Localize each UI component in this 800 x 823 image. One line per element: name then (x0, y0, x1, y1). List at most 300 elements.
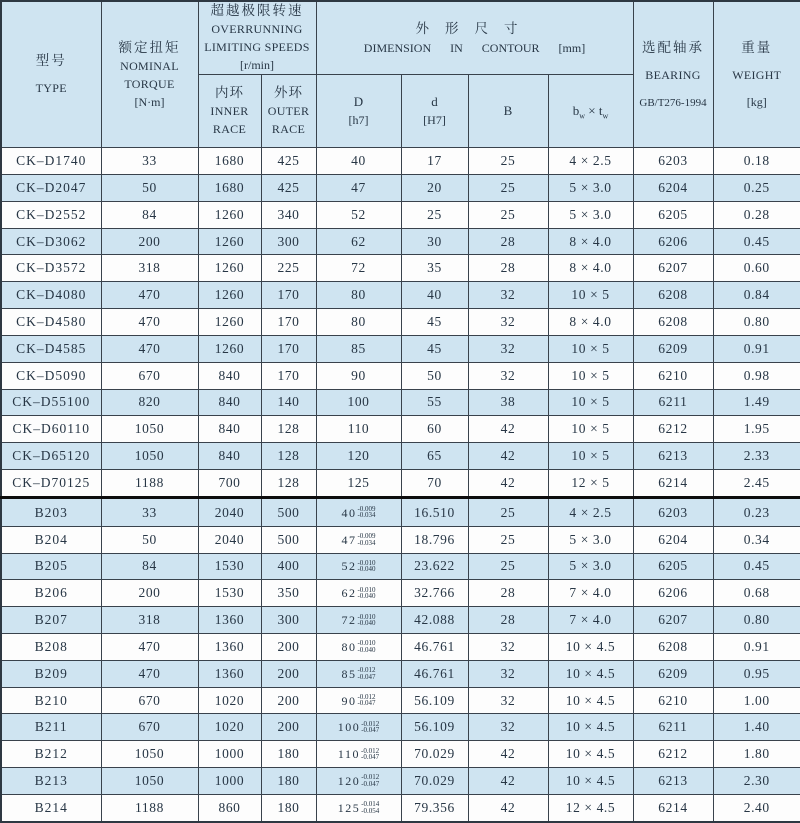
torque-cell: 84 (101, 201, 198, 228)
table-row (1, 607, 800, 634)
B-cell: 32 (468, 634, 548, 661)
B-cell: 28 (468, 607, 548, 634)
outer-cell: 180 (261, 794, 316, 822)
torque-cell: 84 (101, 553, 198, 580)
table-row (1, 768, 800, 795)
type-cell: B206 (1, 580, 101, 607)
bt-cell: 10 × 5 (548, 389, 633, 416)
table-row (1, 443, 800, 470)
diameter-tolerance: -0.009 -0.034 (357, 504, 376, 520)
bearing-cell: 6211 (633, 389, 713, 416)
bearing-cell: 6209 (633, 335, 713, 362)
bt-cell: 12 × 4.5 (548, 794, 633, 822)
header-torque-zh: 额定扭矩 (118, 39, 181, 55)
bearing-cell: 6205 (633, 553, 713, 580)
type-cell: CK–D55100 (1, 389, 101, 416)
d-cell: 55 (401, 389, 468, 416)
D-cell: 72 (316, 255, 401, 282)
table-row (1, 687, 800, 714)
torque-cell: 670 (101, 362, 198, 389)
table-row (1, 335, 800, 362)
inner-cell: 840 (198, 443, 261, 470)
D-cell: 80 (316, 282, 401, 309)
diameter-tolerance: -0.012 -0.047 (361, 773, 380, 788)
inner-cell: 840 (198, 389, 261, 416)
header-weight (713, 1, 800, 148)
bearing-cell: 6212 (633, 741, 713, 768)
weight-cell: 0.98 (713, 362, 800, 389)
header-inner-race: 内环 INNER RACE (198, 75, 261, 148)
d-cell: 45 (401, 335, 468, 362)
header-outer-race: 外环 OUTER RACE (261, 75, 316, 148)
inner-cell: 1530 (198, 580, 261, 607)
d-cell: 45 (401, 309, 468, 336)
bt-cell: 10 × 4.5 (548, 687, 633, 714)
D-cell: 47 (316, 175, 401, 202)
weight-cell: 2.33 (713, 443, 800, 470)
inner-cell: 1260 (198, 335, 261, 362)
D-cell (316, 498, 401, 526)
header-col-D: D [h7] (316, 75, 401, 148)
torque-cell: 470 (101, 660, 198, 687)
type-cell: B210 (1, 687, 101, 714)
type-cell: CK–D4080 (1, 282, 101, 309)
d-cell: 35 (401, 255, 468, 282)
diameter-tolerance: -0.012 -0.047 (357, 666, 376, 681)
outer-cell: 170 (261, 362, 316, 389)
diameter-tolerance: -0.009 -0.034 (357, 532, 376, 547)
table-row (1, 580, 800, 607)
D-cell: 80 (316, 309, 401, 336)
table-row (1, 362, 800, 389)
torque-cell: 1050 (101, 416, 198, 443)
outer-cell: 500 (261, 526, 316, 553)
inner-cell: 1020 (198, 714, 261, 741)
B-cell: 28 (468, 580, 548, 607)
d-cell: 16.510 (401, 498, 468, 526)
table-row (1, 553, 800, 580)
B-cell: 42 (468, 741, 548, 768)
bt-cell: 4 × 2.5 (548, 148, 633, 175)
D-cell (316, 794, 401, 822)
diameter-tolerance: -0.010 -0.040 (357, 558, 376, 574)
bearing-cell: 6203 (633, 498, 713, 526)
diameter-nominal: 40 (341, 505, 357, 520)
bt-cell: 10 × 4.5 (548, 768, 633, 795)
weight-cell: 0.84 (713, 282, 800, 309)
header-type-zh: 型号 (35, 53, 67, 68)
bt-cell: 10 × 5 (548, 443, 633, 470)
type-cell: B214 (1, 794, 101, 822)
type-cell: CK–D65120 (1, 443, 101, 470)
weight-cell: 1.40 (713, 714, 800, 741)
d-cell: 32.766 (401, 580, 468, 607)
table-row (1, 228, 800, 255)
outer-cell: 180 (261, 768, 316, 795)
diameter-tolerance: -0.012 -0.047 (360, 746, 380, 762)
diameter-nominal: 52 (341, 559, 357, 574)
weight-cell: 2.45 (713, 469, 800, 497)
weight-cell: 0.60 (713, 255, 800, 282)
bearing-cell: 6206 (633, 228, 713, 255)
outer-cell: 425 (261, 148, 316, 175)
inner-cell: 1360 (198, 660, 261, 687)
D-cell: 110 (316, 416, 401, 443)
D-cell: 125 (316, 469, 401, 497)
header-speeds: 超越极限转速 OVERRUNNING LIMITING SPEEDS [r/min] (198, 1, 316, 75)
inner-cell: 1530 (198, 553, 261, 580)
bearing-cell: 6209 (633, 660, 713, 687)
B-cell: 28 (468, 228, 548, 255)
outer-cell: 200 (261, 660, 316, 687)
outer-cell: 400 (261, 553, 316, 580)
diameter-nominal: 100 (337, 720, 361, 735)
d-cell: 70 (401, 469, 468, 497)
bearing-cell: 6213 (633, 443, 713, 470)
d-cell: 70.029 (401, 741, 468, 768)
D-cell: 62 (316, 228, 401, 255)
bt-cell: 5 × 3.0 (548, 553, 633, 580)
type-cell: B205 (1, 553, 101, 580)
weight-cell: 0.28 (713, 201, 800, 228)
inner-cell: 1000 (198, 768, 261, 795)
D-cell: 52 (316, 201, 401, 228)
d-cell: 23.622 (401, 553, 468, 580)
bearing-cell: 6207 (633, 607, 713, 634)
weight-cell: 0.45 (713, 228, 800, 255)
d-cell: 42.088 (401, 607, 468, 634)
diameter-nominal: 80 (341, 639, 357, 654)
type-cell: CK–D4580 (1, 309, 101, 336)
table-row (1, 148, 800, 175)
bearing-cell: 6207 (633, 255, 713, 282)
type-cell: B204 (1, 526, 101, 553)
table-header (1, 1, 800, 148)
header-bearing-zh: 选配轴承 (642, 39, 704, 55)
weight-cell: 0.68 (713, 580, 800, 607)
inner-cell: 1680 (198, 148, 261, 175)
table-row (1, 255, 800, 282)
D-cell (316, 634, 401, 661)
bt-cell: 10 × 5 (548, 362, 633, 389)
diameter-tolerance: -0.012 -0.047 (361, 719, 380, 735)
weight-cell: 0.18 (713, 148, 800, 175)
d-cell: 56.109 (401, 714, 468, 741)
table-row (1, 282, 800, 309)
outer-cell: 200 (261, 714, 316, 741)
inner-cell: 2040 (198, 526, 261, 553)
B-cell: 42 (468, 768, 548, 795)
B-cell: 32 (468, 687, 548, 714)
diameter-tolerance: -0.010 -0.040 (357, 639, 376, 654)
table-row (1, 416, 800, 443)
D-cell (316, 687, 401, 714)
bearing-cell: 6204 (633, 175, 713, 202)
bt-cell: 10 × 4.5 (548, 660, 633, 687)
header-bearing (633, 1, 713, 148)
table-row (1, 660, 800, 687)
header-torque: 额定扭矩 NOMINAL TORQUE [N·m] (101, 1, 198, 148)
B-cell: 38 (468, 389, 548, 416)
type-cell: B211 (1, 714, 101, 741)
type-cell: CK–D3062 (1, 228, 101, 255)
bearing-cell: 6211 (633, 714, 713, 741)
weight-cell: 0.80 (713, 607, 800, 634)
outer-cell: 300 (261, 228, 316, 255)
outer-cell: 140 (261, 389, 316, 416)
header-dimension (316, 1, 633, 75)
d-cell: 56.109 (401, 687, 468, 714)
bt-cell: 10 × 4.5 (548, 714, 633, 741)
inner-cell: 1360 (198, 607, 261, 634)
inner-cell: 840 (198, 416, 261, 443)
diameter-tolerance: -0.012 -0.047 (357, 692, 376, 708)
inner-cell: 1020 (198, 687, 261, 714)
table-row (1, 389, 800, 416)
D-cell: 120 (316, 443, 401, 470)
table-row (1, 175, 800, 202)
bt-cell: 7 × 4.0 (548, 580, 633, 607)
type-cell: B213 (1, 768, 101, 795)
weight-cell: 1.80 (713, 741, 800, 768)
type-cell: CK–D60110 (1, 416, 101, 443)
bearing-cell: 6213 (633, 768, 713, 795)
bearing-cell: 6210 (633, 687, 713, 714)
type-cell: CK–D1740 (1, 148, 101, 175)
outer-cell: 170 (261, 309, 316, 336)
inner-cell: 2040 (198, 498, 261, 526)
bt-cell: 5 × 3.0 (548, 526, 633, 553)
bt-cell: 10 × 5 (548, 335, 633, 362)
B-cell: 25 (468, 498, 548, 526)
outer-cell: 500 (261, 498, 316, 526)
torque-cell: 318 (101, 607, 198, 634)
bearing-cell: 6206 (633, 580, 713, 607)
d-cell: 17 (401, 148, 468, 175)
torque-cell: 1188 (101, 794, 198, 822)
torque-cell: 200 (101, 580, 198, 607)
bearing-cell: 6208 (633, 634, 713, 661)
d-cell: 18.796 (401, 526, 468, 553)
type-cell: CK–D70125 (1, 469, 101, 497)
header-bearing-en: BEARING (645, 67, 701, 82)
torque-cell: 470 (101, 282, 198, 309)
d-cell: 60 (401, 416, 468, 443)
header-col-bt: $b_w \times t_w$ (548, 75, 633, 148)
weight-cell: 0.95 (713, 660, 800, 687)
B-cell: 25 (468, 553, 548, 580)
torque-cell: 1050 (101, 443, 198, 470)
diameter-nominal: 110 (337, 747, 360, 762)
weight-cell: 1.49 (713, 389, 800, 416)
B-cell: 42 (468, 443, 548, 470)
d-cell: 40 (401, 282, 468, 309)
D-cell (316, 553, 401, 580)
weight-cell: 0.23 (713, 498, 800, 526)
bearing-cell: 6208 (633, 309, 713, 336)
B-cell: 42 (468, 794, 548, 822)
header-type-en: TYPE (35, 81, 67, 96)
diameter-nominal: 90 (341, 693, 357, 708)
outer-cell: 425 (261, 175, 316, 202)
D-cell (316, 741, 401, 768)
type-cell: CK–D2047 (1, 175, 101, 202)
weight-cell: 2.40 (713, 794, 800, 822)
torque-cell: 1050 (101, 741, 198, 768)
bt-cell: 5 × 3.0 (548, 175, 633, 202)
inner-cell: 860 (198, 794, 261, 822)
torque-cell: 670 (101, 714, 198, 741)
torque-cell: 470 (101, 634, 198, 661)
header-torque-unit: [N·m] (134, 94, 165, 109)
d-cell: 65 (401, 443, 468, 470)
outer-cell: 200 (261, 687, 316, 714)
torque-cell: 470 (101, 335, 198, 362)
bt-cell: 10 × 4.5 (548, 741, 633, 768)
outer-cell: 180 (261, 741, 316, 768)
table-body (1, 148, 800, 822)
d-cell: 30 (401, 228, 468, 255)
type-cell: CK–D3572 (1, 255, 101, 282)
bearing-cell: 6208 (633, 282, 713, 309)
weight-cell: 1.95 (713, 416, 800, 443)
type-cell: B203 (1, 498, 101, 526)
table-row (1, 201, 800, 228)
d-cell: 46.761 (401, 634, 468, 661)
B-cell: 32 (468, 714, 548, 741)
D-cell (316, 580, 401, 607)
type-cell: CK–D4585 (1, 335, 101, 362)
outer-cell: 200 (261, 634, 316, 661)
inner-cell: 840 (198, 362, 261, 389)
d-cell: 20 (401, 175, 468, 202)
D-cell: 90 (316, 362, 401, 389)
B-cell: 32 (468, 282, 548, 309)
header-col-d: d [H7] (401, 75, 468, 148)
B-cell: 32 (468, 335, 548, 362)
torque-cell: 50 (101, 175, 198, 202)
bt-cell: 5 × 3.0 (548, 201, 633, 228)
weight-cell: 0.45 (713, 553, 800, 580)
table-row (1, 714, 800, 741)
inner-cell: 1260 (198, 309, 261, 336)
B-cell: 25 (468, 201, 548, 228)
bt-cell: 8 × 4.0 (548, 309, 633, 336)
outer-cell: 300 (261, 607, 316, 634)
header-weight-unit: [kg] (746, 94, 767, 109)
diameter-nominal: 120 (337, 773, 361, 788)
D-cell: 100 (316, 389, 401, 416)
type-cell: CK–D2552 (1, 201, 101, 228)
weight-cell: 0.80 (713, 309, 800, 336)
weight-cell: 0.25 (713, 175, 800, 202)
bearing-cell: 6210 (633, 362, 713, 389)
d-cell: 46.761 (401, 660, 468, 687)
header-speeds-zh: 超越极限转速 (210, 3, 304, 18)
diameter-nominal: 85 (341, 666, 357, 681)
D-cell (316, 714, 401, 741)
outer-cell: 350 (261, 580, 316, 607)
D-cell: 85 (316, 335, 401, 362)
diameter-nominal: 125 (337, 800, 361, 815)
B-cell: 32 (468, 362, 548, 389)
bearing-cell: 6205 (633, 201, 713, 228)
B-cell: 32 (468, 309, 548, 336)
table-row (1, 498, 800, 526)
diameter-nominal: 72 (341, 613, 357, 628)
bearing-cell: 6203 (633, 148, 713, 175)
diameter-nominal: 62 (341, 586, 357, 601)
torque-cell: 33 (101, 498, 198, 526)
diameter-tolerance: -0.014 -0.054 (361, 800, 380, 815)
bt-cell: 10 × 5 (548, 416, 633, 443)
bt-cell: 8 × 4.0 (548, 255, 633, 282)
inner-cell: 1260 (198, 282, 261, 309)
torque-cell: 1050 (101, 768, 198, 795)
outer-cell: 128 (261, 416, 316, 443)
header-col-B: B (468, 75, 548, 148)
D-cell (316, 526, 401, 553)
outer-cell: 225 (261, 255, 316, 282)
diameter-tolerance: -0.010 -0.040 (357, 585, 376, 601)
inner-cell: 1260 (198, 201, 261, 228)
bt-cell: 8 × 4.0 (548, 228, 633, 255)
table-row (1, 794, 800, 822)
d-cell: 25 (401, 201, 468, 228)
inner-cell: 700 (198, 469, 261, 497)
outer-cell: 340 (261, 201, 316, 228)
d-cell: 70.029 (401, 768, 468, 795)
inner-cell: 1680 (198, 175, 261, 202)
header-weight-zh: 重量 (741, 39, 773, 55)
B-cell: 25 (468, 175, 548, 202)
weight-cell: 2.30 (713, 768, 800, 795)
bt-cell: 10 × 5 (548, 282, 633, 309)
torque-cell: 670 (101, 687, 198, 714)
header-bearing-std: GB/T276-1994 (639, 96, 707, 109)
torque-cell: 1188 (101, 469, 198, 497)
B-cell: 25 (468, 148, 548, 175)
torque-cell: 820 (101, 389, 198, 416)
weight-cell: 0.91 (713, 335, 800, 362)
torque-cell: 50 (101, 526, 198, 553)
header-dimension-en: DIMENSION IN CONTOUR [mm] (363, 40, 586, 55)
inner-cell: 1360 (198, 634, 261, 661)
torque-cell: 470 (101, 309, 198, 336)
weight-cell: 0.34 (713, 526, 800, 553)
header-type (1, 1, 101, 148)
table-row (1, 526, 800, 553)
inner-cell: 1260 (198, 255, 261, 282)
D-cell (316, 607, 401, 634)
type-cell: CK–D5090 (1, 362, 101, 389)
bearing-cell: 6214 (633, 794, 713, 822)
type-cell: B208 (1, 634, 101, 661)
d-cell: 79.356 (401, 794, 468, 822)
D-cell (316, 660, 401, 687)
outer-cell: 170 (261, 282, 316, 309)
type-cell: B209 (1, 660, 101, 687)
B-cell: 32 (468, 660, 548, 687)
outer-cell: 128 (261, 443, 316, 470)
table-row (1, 634, 800, 661)
torque-cell: 200 (101, 228, 198, 255)
d-cell: 50 (401, 362, 468, 389)
outer-cell: 128 (261, 469, 316, 497)
bt-cell: 4 × 2.5 (548, 498, 633, 526)
bt-cell: 7 × 4.0 (548, 607, 633, 634)
weight-cell: 1.00 (713, 687, 800, 714)
